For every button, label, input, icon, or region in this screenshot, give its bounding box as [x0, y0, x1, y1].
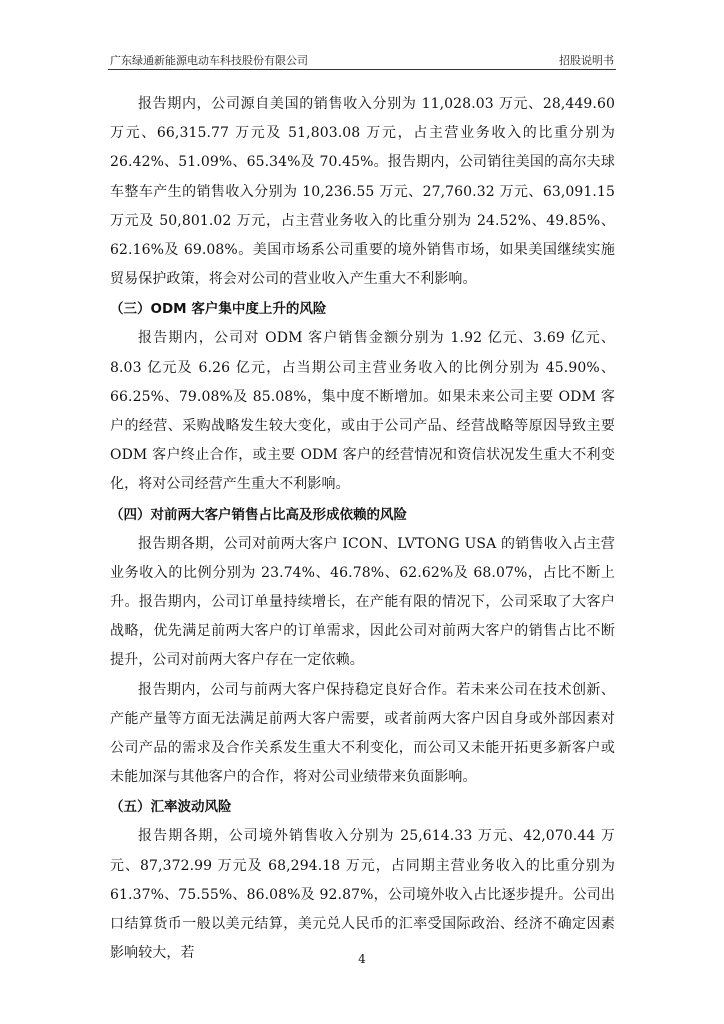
- paragraph-odm-risk: 报告期内，公司对 ODM 客户销售金额分别为 1.92 亿元、3.69 亿元、8.03 亿元及 6.26 亿元，占当期公司主营业务收入的比例分别为 45.90%、66.25%、79.08%及 85.08%，集中度不断增加。如果未来公司主要 ODM 客户的经营、采购战略发生较大变化，或由于公司产品、经营战略等原因导致主要 ODM 客户终止合作，或主要 ODM 客户的经营情况和资信状况发生重大不利变化，将对公司经营产生重大不利影响。: [110, 330, 615, 493]
- section-heading-odm-risk: （三）ODM 客户集中度上升的风险: [110, 301, 327, 318]
- paragraph-top-customers-cooperation: 报告期内，公司与前两大客户保持稳定良好合作。若未来公司在技术创新、产能产量等方面无法满足前两大客户需要，或者前两大客户因自身或外部因素对公司产品的需求及合作关系发生重大不利变化，而公司又未能开拓更多新客户或未能加深与其他客户的合作，将对公司业绩带来负面影响。: [110, 681, 615, 786]
- section-heading-top-customers-risk: （四）对前两大客户销售占比高及形成依赖的风险: [110, 506, 407, 523]
- document-body: [110, 90, 615, 968]
- section-heading-fx-risk: （五）汇率波动风险: [110, 799, 232, 816]
- paragraph-fx-risk: 报告期各期，公司境外销售收入分别为 25,614.33 万元、42,070.44 万元、87,372.99 万元及 68,294.18 万元，占同期主营业务收入的比重分别为 61.37%、75.55%、86.08%及 92.87%，公司境外收入占比逐步提升。公司出口结算货币一般以美元结算，美元兑人民币的汇率受国际政治、经济不确定因素影响较大，若: [110, 828, 615, 962]
- header-divider: [108, 69, 616, 70]
- paragraph-top-customers-share: 报告期各期，公司对前两大客户 ICON、LVTONG USA 的销售收入占主营业务收入的比例分别为 23.74%、46.78%、62.62%及 68.07%，占比不断上升。报告期内，公司订单量持续增长，在产能有限的情况下，公司采取了大客户战略，优先满足前两大客户的订单需求，因此公司对前两大客户的销售占比不断提升，公司对前两大客户存在一定依赖。: [110, 535, 615, 669]
- page-number: 4: [358, 952, 366, 966]
- header-company-name: 广东绿通新能源电动车科技股份有限公司: [110, 54, 308, 67]
- page-header: [108, 50, 616, 68]
- header-document-type: 招股说明书: [559, 54, 614, 67]
- paragraph-us-sales: 报告期内，公司源自美国的销售收入分别为 11,028.03 万元、28,449.60 万元、66,315.77 万元及 51,803.08 万元，占主营业务收入的比重分别为 26.42%、51.09%、65.34%及 70.45%。报告期内，公司销往美国的高尔夫球车整车产生的销售收入分别为 10,236.55 万元、27,760.32 万元、63,091.15 万元及 50,801.02 万元，占主营业务收入的比重分别为 24.52%、49.85%、62.16%及 69.08%。美国市场系公司重要的境外销售市场，如果美国继续实施贸易保护政策，将会对公司的营业收入产生重大不利影响。: [110, 96, 615, 288]
